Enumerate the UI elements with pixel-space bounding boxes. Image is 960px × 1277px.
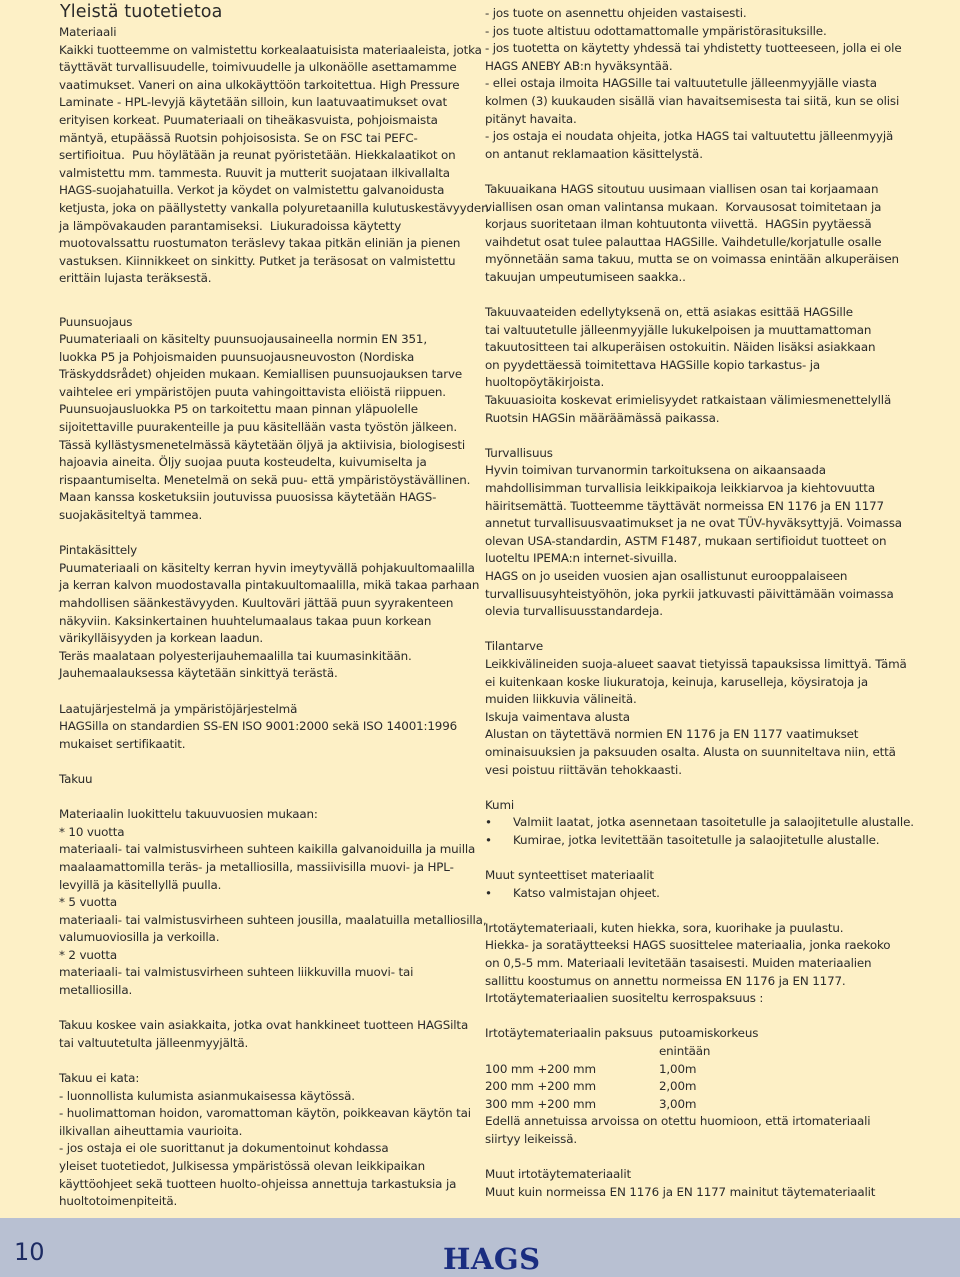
body-text-line: ja kerran kalvon muodostavalla pintakuultomaalilla, mikä takaa parhaan (59, 578, 480, 593)
body-text-line: on antanut reklamaation käsittelystä. (485, 146, 703, 161)
page-title: Yleistä tuotetietoa (60, 2, 223, 22)
section-heading: Tilantarve (485, 639, 544, 654)
body-text-line: on pyydettäessä toimitettava HAGSille kopio tarkastus- ja (485, 357, 821, 372)
body-text-line: Muut kuin normeissa EN 1176 ja EN 1177 mainitut täytemateriaalit (485, 1184, 876, 1199)
table-row (485, 1096, 895, 1114)
spacer (485, 287, 895, 305)
body-text-line: olevia turvallisuusstandardeja. (485, 604, 663, 619)
spacer (485, 621, 895, 639)
table-row (485, 1061, 895, 1079)
body-text-line: Leikkivälineiden suoja-alueet saavat tietyissä tapauksissa limittyä. Tämä (485, 656, 907, 671)
page-number: 10 (14, 1238, 45, 1266)
body-text-line: luoteltu IPEMA:n internet-sivuilla. (485, 551, 678, 566)
body-text-line: Muut irtotäytemateriaalit (485, 1167, 631, 1182)
body-text-line: Hyvin toimivan turvanormin tarkoituksena on aikaansaada (485, 463, 826, 478)
table-cell-height: 2,00m (659, 1079, 697, 1094)
body-text-line: muiden liikkuvia välineitä. (485, 692, 637, 707)
spacer (485, 163, 895, 181)
body-text-line: - jos tuote on asennettu ohjeiden vastaisesti. (485, 6, 747, 20)
body-text-line: Alustan on täytettävä normien EN 1176 ja EN 1177 vaatimukset (485, 727, 859, 742)
body-text-line: takuutositteen tai alkuperäisen ostokuitin. Näiden lisäksi asiakkaan (485, 340, 876, 355)
body-text-line: ja lämpövakauden parantamiseksi. Liukuradoissa käytetty (59, 218, 402, 233)
body-text-line: vastuksen. Kiinnikkeet on sinkitty. Putket ja teräsosat on valmistettu (59, 253, 456, 268)
body-text-line: - jos tuote altistuu odottamattomalle ympäristörasituksille. (485, 23, 827, 38)
bullet-text: Kumirae, jotka levitettään tasoitetulle ja salaojitetulle alustalle. (513, 832, 880, 847)
spacer (59, 1000, 471, 1018)
body-text-line: maalaamattomilla teräs- ja metalliosilla, massiivisilla muovi- ja HPL- (59, 859, 454, 874)
body-text-line: Muut synteettiset materiaalit (485, 868, 654, 883)
body-text-line: HAGS on jo useiden vuosien ajan osallistunut eurooppalaiseen (485, 569, 848, 583)
body-text-line: Kaikki tuotteemme on valmistettu korkealaatuisista materiaaleista, jotka (59, 42, 482, 57)
bullet-item (485, 832, 895, 850)
body-text-line: Jauhemaalauksessa käytetään sinkittyä terästä. (59, 666, 338, 681)
body-text-line: näkyviin. Kaksinkertainen huuhtelumaalaus takaa puun korkean (59, 613, 432, 628)
body-text-line: - ellei ostaja ilmoita HAGSille tai valtuutetulle jälleenmyyjälle viasta (485, 76, 877, 91)
bullet-icon: • (485, 815, 492, 830)
body-text-line: - jos ostaja ei noudata ohjeita, jotka HAGS tai valtuutettu jälleenmyyjä (485, 129, 894, 144)
spacer (59, 1052, 471, 1070)
body-text-line: Irtotäytemateriaali, kuten hiekka, sora, kuorihake ja puulastu. (485, 920, 844, 935)
body-text-line: ilkivallan aiheuttamia vaurioita. (59, 1123, 243, 1138)
body-text-line: Edellä annetuissa arvoissa on otettu huomioon, että irtomateriaali (485, 1114, 871, 1129)
table-row (485, 1043, 895, 1061)
body-text-line: * 2 vuotta (59, 947, 118, 962)
section-heading: Turvallisuus (485, 445, 553, 460)
body-text-line: erityisen korkeat. Puumateriaali on tiheäkasvuista, pohjoismaista (59, 112, 438, 127)
body-text-line: Laminate - HPL-levyjä käytetään silloin, kun laatuvaatimukset ovat (59, 95, 447, 110)
body-text-line: HAGS ANEBY AB:n hyväksyntää. (485, 58, 673, 73)
body-text-line: Takuuvaateiden edellytyksenä on, että asiakas esittää HAGSille (485, 305, 853, 320)
body-text-line: muotovalssattu ruostumaton teräslevy takaa pitkän eliniän ja pienen (59, 236, 461, 251)
body-text-line: Hiekka- ja soratäytteeksi HAGS suosittelee materiaalia, jonka raekoko (485, 938, 891, 953)
spacer (59, 525, 471, 543)
body-text-line: valmistettu mm. tammesta. Ruuvit ja mutterit suojataan ilkivallalta (59, 165, 450, 180)
body-text-line: pitänyt havaita. (485, 111, 577, 126)
hags-logo: HAGS (443, 1242, 541, 1276)
spacer (59, 683, 471, 701)
body-text-line: huoltotoimenpiteitä. (59, 1194, 178, 1209)
body-text-line: häiritsemättä. Tuotteemme täyttävät normeissa EN 1176 ja EN 1177 (485, 498, 884, 513)
body-text-line: erittäin lujasta teräksestä. (59, 271, 212, 286)
body-text-line: materiaali- tai valmistusvirheen suhteen liikkuvilla muovi- tai (59, 965, 414, 980)
spacer (485, 779, 895, 797)
left-column (59, 24, 489, 1211)
body-text-line: viallisen osan oman valintansa mukaan. Korvausosat toimitetaan ja (485, 199, 882, 214)
body-text-line: kolmen (3) kuukauden sisällä vian havaitsemisesta tai siitä, kun se olisi (485, 93, 900, 108)
spacer (59, 789, 471, 807)
table-cell-height: putoamiskorkeus (659, 1026, 759, 1041)
body-text-line: Träskyddsrådet) ohjeiden mukaan. Kemiallisen puunsuojauksen tarve (59, 367, 463, 382)
body-text-line: korjaus suoritetaan ilman kohtuutonta viivettä. HAGSin pyytäessä (485, 217, 872, 232)
body-text-line: Puunsuojausluokka P5 on tarkoitettu maan pinnan yläpuolelle (59, 402, 418, 417)
bullet-item (485, 814, 914, 832)
body-text-line: olevan USA-standardin, ASTM F1487, mukaan sertifioidut tuotteet on (485, 533, 887, 548)
body-text-line: ketjusta, joka on päällystetty vankalla polyuretaanilla kulutuskestävyyden (59, 200, 489, 215)
body-text-line: yleiset tuotetiedot, Julkisessa ympäristössä olevan leikkipaikan (59, 1159, 425, 1173)
right-column (485, 5, 914, 1201)
section-heading: Takuu ei kata: (59, 1071, 140, 1086)
body-text-line: valumuoviosilla ja verkoilla. (59, 930, 220, 945)
body-text-line: käyttöohjeet sekä tuotteen huolto-ohjeissa annettuja tarkastuksia ja (59, 1176, 457, 1191)
body-text-line: annetut turvallisuusvaatimukset ja ne ovat TÜV-hyväksyttyjä. Voimassa (485, 516, 902, 531)
body-text-line: levyillä ja käsitellyllä puulla. (59, 877, 222, 892)
body-text-line: Irtotäytemateriaalien suositeltu kerrospaksuus : (485, 991, 764, 1006)
body-text-line: takuujan umpeutumiseen saakka.. (485, 269, 686, 284)
body-text-line: mäntyä, etupäässä Ruotsin pohjoisosista. Se on FSC tai PEFC- (59, 130, 418, 145)
body-text-line: sertifioitua. Puu höylätään ja reunat pyöristetään. Hiekkalaatikot on (59, 148, 456, 163)
body-text-line: luokka P5 ja Pohjoismaiden puunsuojausneuvoston (Nordiska (59, 349, 415, 364)
body-text-line: Kumi (485, 797, 515, 812)
spacer (59, 288, 471, 306)
bullet-item (485, 885, 895, 903)
body-text-line: suojakäsiteltyä tammea. (59, 508, 203, 523)
body-text-line: tai valtuutetulle jälleenmyyjälle lukukelpoisen ja muuttamattoman (485, 322, 872, 337)
body-text-line: HAGSilla on standardien SS-EN ISO 9001:2000 sekä ISO 14001:1996 (59, 719, 458, 734)
spacer (485, 850, 895, 868)
body-text-line: Maan kanssa kosketuksiin joutuvissa puuosissa käytetään HAGS- (59, 490, 437, 505)
section-heading: Puunsuojaus (59, 314, 133, 329)
bullet-icon: • (485, 885, 492, 900)
body-text-line: HAGS-suojahatuilla. Verkot ja köydet on valmistettu galvanoidusta (59, 183, 445, 198)
body-text-line: Puumateriaali on käsitelty puunsuojausaineella normin EN 351, (59, 332, 427, 347)
body-text-line: Takuuasioita koskevat erimielisyydet ratkaistaan välimiesmenettelyllä (485, 393, 892, 408)
section-heading: Pintakäsittely (59, 543, 138, 558)
body-text-line: Materiaalin luokittelu takuuvuosien mukaan: (59, 807, 318, 822)
spacer (485, 1008, 895, 1026)
bullet-text: Valmiit laatat, jotka asennetaan tasoitetulle ja salaojitetulle alustalle. (513, 815, 914, 830)
table-cell-thickness: 300 mm +200 mm (485, 1096, 596, 1111)
table-cell-height: 1,00m (659, 1061, 697, 1076)
table-row (485, 1078, 895, 1096)
body-text-line: vaatimukset. Vaneri on aina ulkokäyttöön tarkoitettua. High Pressure (59, 77, 460, 92)
section-heading: Iskuja vaimentava alusta (485, 709, 630, 724)
body-text-line: ominaisuuksien ja paksuuden osalta. Alusta on suunniteltava niin, että (485, 744, 896, 759)
spacer (59, 753, 471, 771)
body-text-line: täyttävät turvallisuudelle, toimivuudelle ja ulkonäölle asettamamme (59, 60, 457, 75)
body-text-line: myönnetään sama takuu, mutta se on voimassa enintään alkuperäisen (485, 252, 899, 267)
body-text-line: värikylläisyyden ja korkean laadun. (59, 631, 264, 646)
body-text-line: - jos ostaja ei ole suorittanut ja dokumentoinut kohdassa (59, 1141, 389, 1156)
body-text-line: metalliosilla. (59, 983, 133, 998)
body-text-line: - jos tuotetta on käytetty yhdessä tai yhdistetty tuotteeseen, jolla ei ole (485, 41, 902, 56)
body-text-line: materiaali- tai valmistusvirheen suhteen jousilla, maalatuilla metalliosilla, (59, 912, 487, 927)
body-text-line: Takuuaikana HAGS sitoutuu uusimaan viallisen osan tai korjaamaan (485, 181, 879, 196)
body-text-line: Tässä kyllästysmenetelmässä käytetään öljyä ja aktiivisia, biologisesti (59, 437, 466, 452)
section-heading: Takuu (59, 771, 93, 786)
body-text-line: vaihdetut osat tulee palauttaa HAGSille. Vaihdetulle/korjatulle osalle (485, 234, 882, 249)
spacer (59, 306, 471, 314)
body-text-line: mukaiset sertifikaatit. (59, 736, 186, 751)
body-text-line: sijoitettaville puurakenteille ja puu käsitellään vasta työstön jälkeen. (59, 420, 457, 435)
body-text-line: - huolimattoman hoidon, varomattoman käytön, poikkeavan käytön tai (59, 1106, 471, 1121)
body-text-line: Puumateriaali on käsitelty kerran hyvin imeytyvällä pohjakuultomaalilla (59, 560, 475, 575)
bullet-text: Katso valmistajan ohjeet. (513, 885, 660, 900)
body-text-line: - luonnollista kulumista asianmukaisessa käytössä. (59, 1088, 355, 1103)
section-heading: Laatujärjestelmä ja ympäristöjärjestelmä (59, 701, 298, 716)
body-text-line: vaihtelee eri ympäristöjen puuta vahingoittavista eliöistä riippuen. (59, 384, 446, 399)
table-row (485, 1025, 895, 1043)
body-text-line: huoltopöytäkirjoista. (485, 375, 605, 390)
body-text-line: hajoavia aineita. Öljy suojaa puuta kosteudelta, kuivumiselta ja (59, 455, 427, 470)
body-text-line: Teräs maalataan polyesterijauhemaalilla tai kuumasinkitään. (59, 648, 412, 663)
spacer (485, 427, 895, 445)
body-text-line: * 10 vuotta (59, 824, 125, 839)
body-text-line: mahdollisen säänkestävyyden. Kuultoväri jättää puun syyrakenteen (59, 596, 454, 610)
body-text-line: materiaali- tai valmistusvirheen suhteen kaikilla galvanoiduilla ja muilla (59, 842, 476, 857)
body-text-line: rispaantumiselta. Menetelmä on sekä puu- että ympäristöystävällinen. (59, 472, 471, 487)
section-heading: Materiaali (59, 25, 117, 39)
body-text-line: tai valtuutetulta jälleenmyyjältä. (59, 1035, 249, 1050)
body-text-line: ei kuitenkaan koske liukuratoja, keinuja, karuselleja, köysiratoja ja (485, 674, 869, 689)
body-text-line: vesi poistuu riittävän tehokkaasti. (485, 762, 682, 777)
table-cell-thickness: Irtotäytemateriaalin paksuus (485, 1026, 653, 1041)
table-cell-thickness: 200 mm +200 mm (485, 1079, 596, 1094)
bullet-icon: • (485, 832, 492, 847)
body-text-line: Ruotsin HAGSin määräämässä paikassa. (485, 410, 720, 425)
body-text-line: siirtyy leikeissä. (485, 1132, 577, 1146)
spacer (485, 1149, 895, 1167)
table-cell-height: enintään (659, 1044, 711, 1059)
body-text-line: turvallisuusyhteistyöhön, joka pyrkii jatkuvasti päivittämään voimassa (485, 586, 894, 601)
body-text-line: * 5 vuotta (59, 895, 118, 910)
table-cell-height: 3,00m (659, 1096, 697, 1111)
body-text-line: mahdollisimman turvallisia leikkipaikoja leikkiarvoa ja kiehtovuutta (485, 481, 875, 496)
body-text-line: sallittu koostumus on annettu normeissa EN 1176 ja EN 1177. (485, 973, 846, 988)
body-text-line: on 0,5-5 mm. Materiaali levitetään tasaisesti. Muiden materiaalien (485, 956, 872, 971)
spacer (485, 902, 895, 920)
table-cell-thickness: 100 mm +200 mm (485, 1061, 596, 1076)
body-text-line: Takuu koskee vain asiakkaita, jotka ovat hankkineet tuotteen HAGSilta (59, 1018, 469, 1033)
